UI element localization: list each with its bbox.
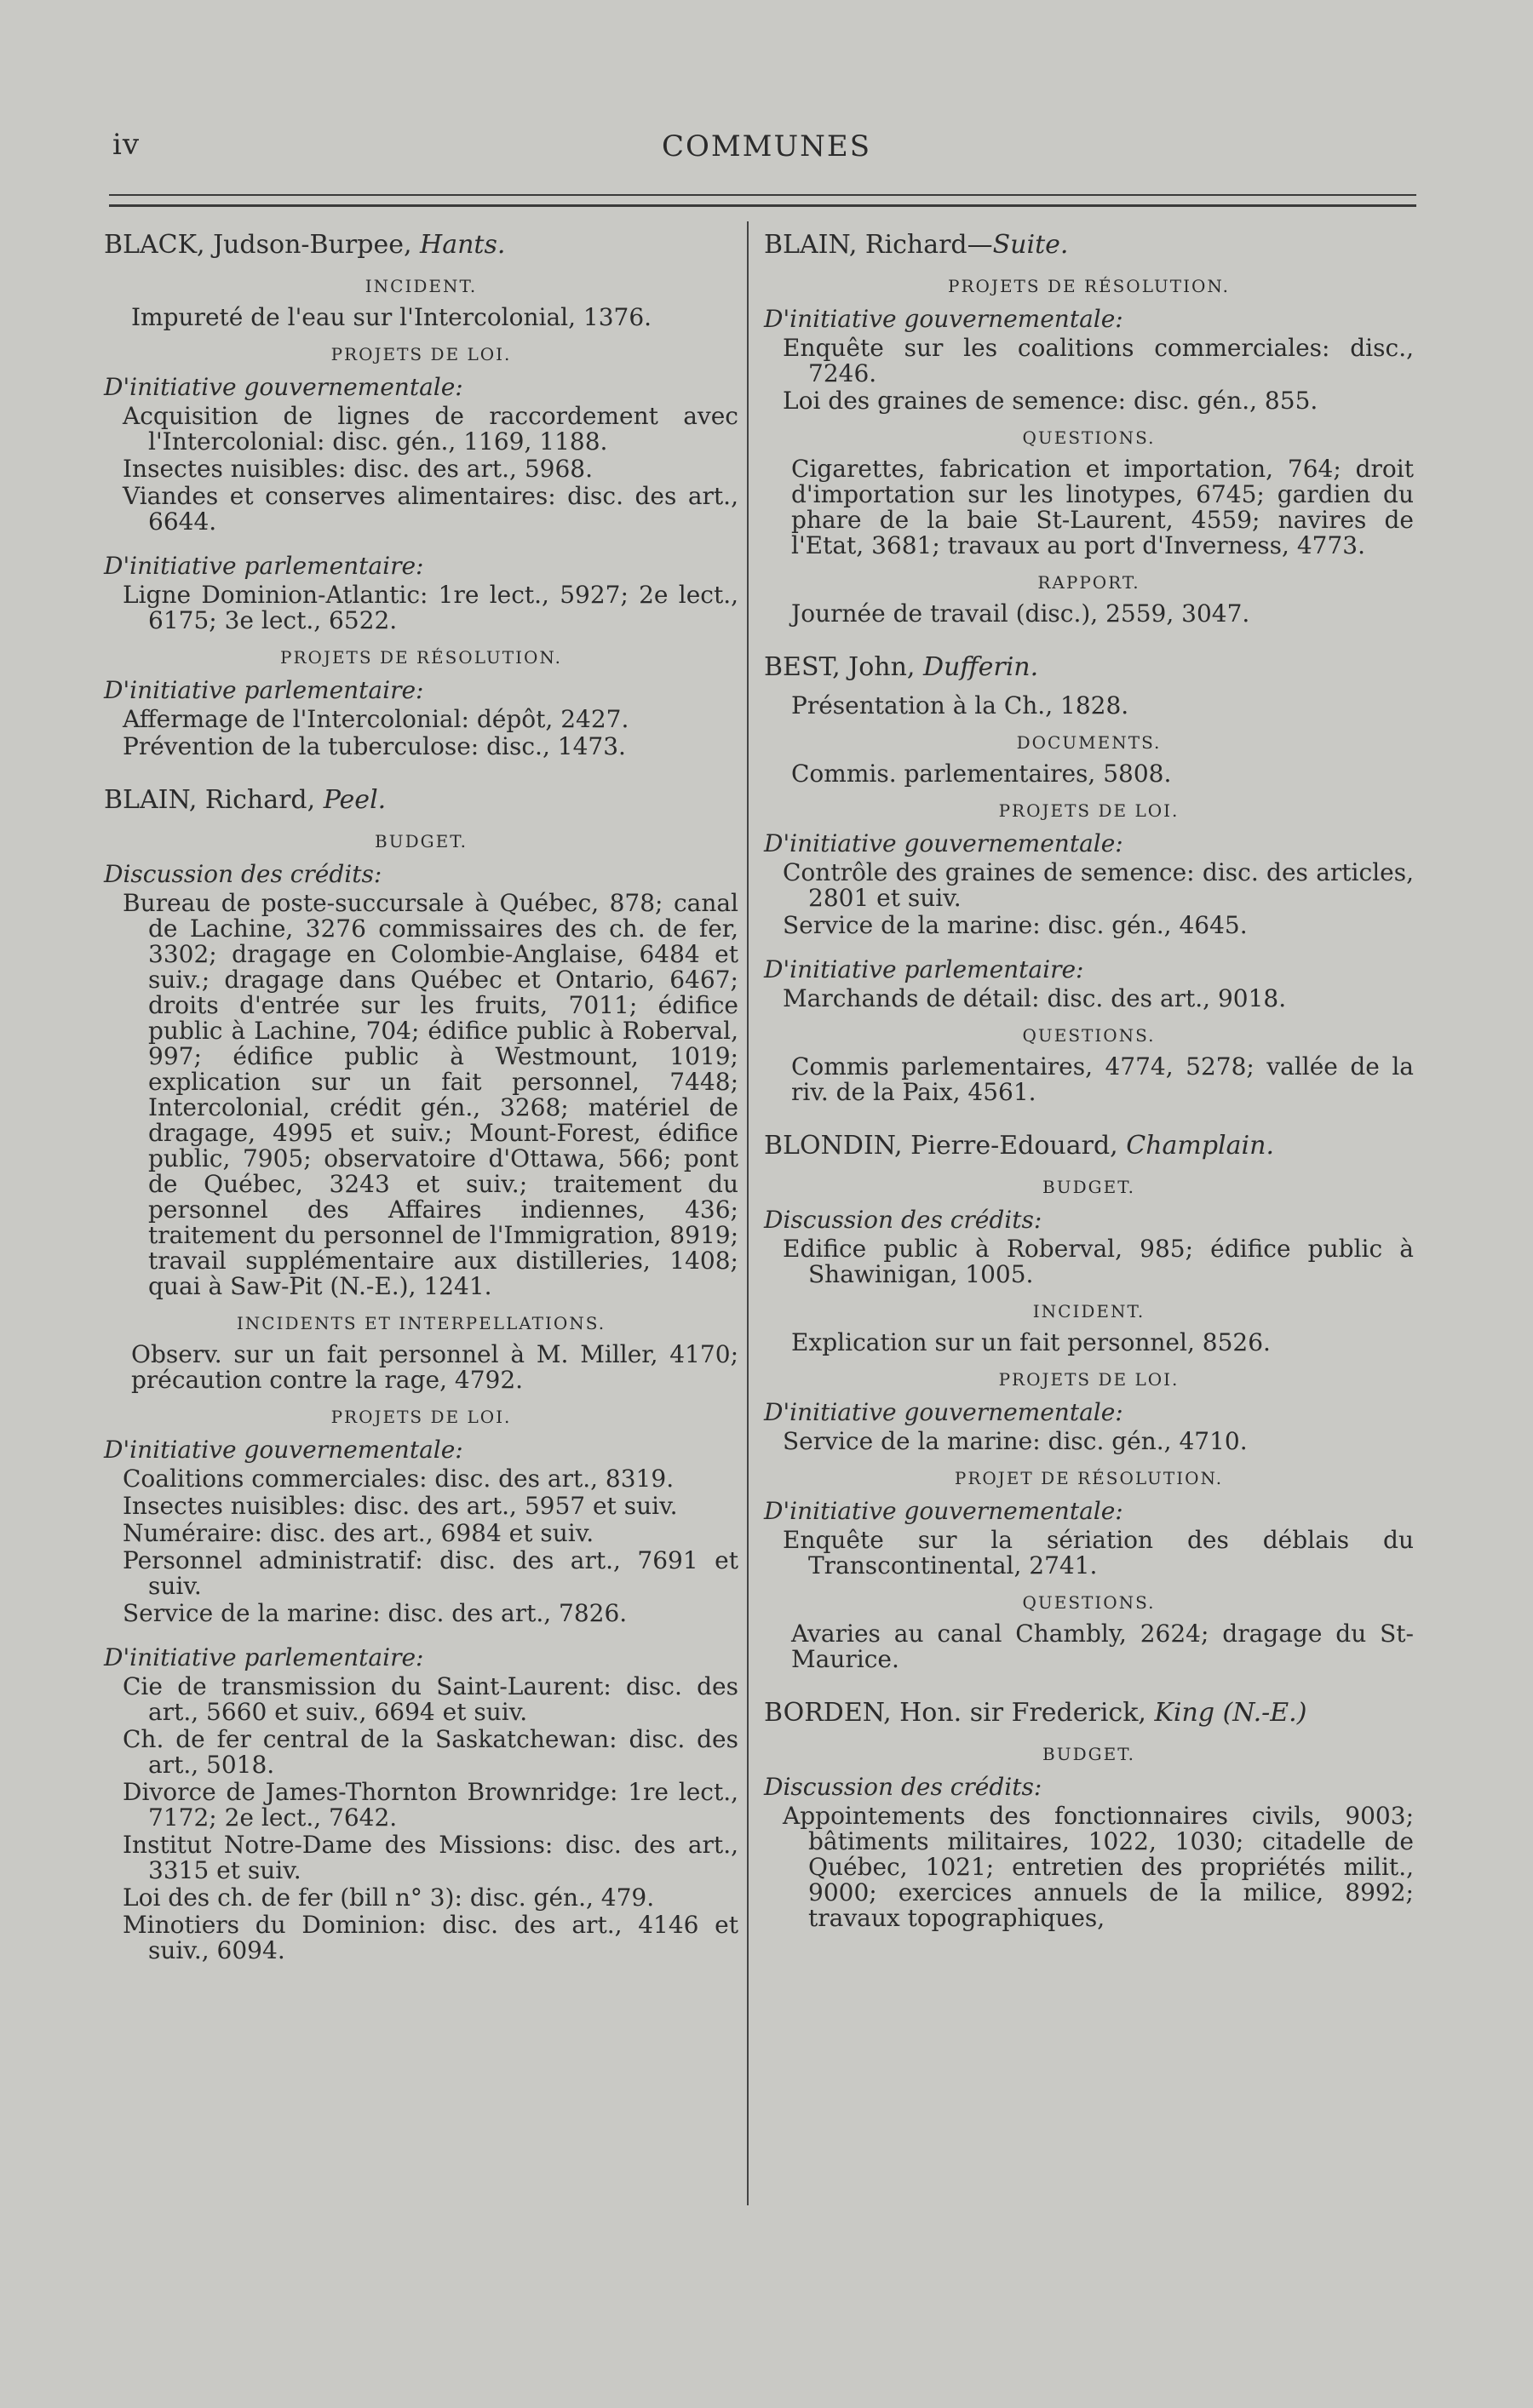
index-item: Loi des graines de semence: disc. gén., 855. — [783, 387, 1318, 415]
header-rule-bottom — [109, 204, 1416, 207]
section-heading: PROJETS DE LOI. — [998, 800, 1180, 821]
index-item: Appointements des fonctionnaires civils, 9003; bâtiments militaires, 1022, 1030; citadelle de Québec, 1021; entretien des propriétés milit., 9000; exercices annuels de la milice, 8992; travaux topographiques, — [783, 1802, 1414, 1932]
section-heading: BUDGET. — [1042, 1177, 1135, 1197]
entry-best — [764, 651, 1414, 1105]
index-item: Minotiers du Dominion: disc. des art., 4146 et suiv., 6094. — [123, 1911, 738, 1964]
section-heading: INCIDENT. — [1032, 1301, 1145, 1322]
subheading: Discussion des crédits: — [104, 860, 382, 888]
subheading: D'initiative gouvernementale: — [764, 305, 1123, 333]
section-heading: PROJETS DE LOI. — [330, 344, 512, 364]
subheading: D'initiative gouvernementale: — [764, 1497, 1123, 1525]
index-item: Ligne Dominion-Atlantic: 1re lect., 5927; 2e lect., 6175; 3e lect., 6522. — [123, 581, 738, 634]
index-item: Loi des ch. de fer (bill n° 3): disc. gén., 479. — [123, 1883, 655, 1912]
page-number: iv — [112, 128, 141, 162]
index-item: Insectes nuisibles: disc. des art., 5968. — [123, 455, 593, 483]
section-heading: PROJETS DE RÉSOLUTION. — [280, 647, 562, 668]
entry-blain — [104, 783, 738, 1964]
index-item: Contrôle des graines de semence: disc. des articles, 2801 et suiv. — [783, 858, 1414, 912]
entry-name: BLAIN, Richard—Suite. — [764, 230, 1069, 260]
index-item: Insectes nuisibles: disc. des art., 5957 et suiv. — [123, 1492, 678, 1520]
subheading: Discussion des crédits: — [764, 1773, 1042, 1801]
index-item: Acquisition de lignes de raccordement avec l'Intercolonial: disc. gén., 1169, 1188. — [123, 402, 738, 456]
section-heading: QUESTIONS. — [1022, 1592, 1156, 1613]
section-heading: PROJETS DE RÉSOLUTION. — [948, 276, 1230, 296]
index-item: Service de la marine: disc. gén., 4645. — [783, 911, 1248, 939]
index-item: Coalitions commerciales: disc. des art., 8319. — [123, 1465, 675, 1493]
subheading: D'initiative gouvernementale: — [764, 1398, 1123, 1426]
index-item: Cigarettes, fabrication et importation, 764; droit d'importation sur les linotypes, 6745; gardien du phare de la baie St-Laurent, 4559; navires de l'Etat, 3681; travaux au port d'Inverness, 4773. — [791, 455, 1414, 559]
index-item: Avaries au canal Chambly, 2624; dragage du St-Maurice. — [791, 1620, 1414, 1673]
index-item: Institut Notre-Dame des Missions: disc. des art., 3315 et suiv. — [123, 1831, 738, 1884]
entry-name: BLACK, Judson-Burpee, Hants. — [104, 230, 506, 260]
entry-name: BEST, John, Dufferin. — [764, 652, 1039, 682]
index-item: Enquête sur la sériation des déblais du Transcontinental, 2741. — [783, 1526, 1414, 1580]
subheading: D'initiative parlementaire: — [104, 552, 424, 580]
running-title: COMMUNES — [661, 129, 872, 163]
index-item: Edifice public à Roberval, 985; édifice public à Shawinigan, 1005. — [783, 1235, 1414, 1288]
subheading: D'initiative parlementaire: — [104, 1643, 424, 1671]
entry-blondin — [764, 1129, 1414, 1672]
section-heading: INCIDENT. — [365, 276, 478, 296]
right-column — [764, 228, 1414, 1931]
index-item: Commis. parlementaires, 5808. — [791, 760, 1172, 788]
index-item: Impureté de l'eau sur l'Intercolonial, 1376. — [131, 303, 652, 331]
subheading: D'initiative gouvernementale: — [104, 373, 463, 401]
index-item: Journée de travail (disc.), 2559, 3047. — [791, 599, 1250, 628]
entry-borden — [764, 1696, 1414, 1931]
subheading: D'initiative gouvernementale: — [764, 829, 1123, 857]
subheading: Discussion des crédits: — [764, 1206, 1042, 1234]
entry-name: BLAIN, Richard, Peel. — [104, 785, 387, 815]
section-heading: QUESTIONS. — [1022, 427, 1156, 448]
section-heading: BUDGET. — [375, 831, 468, 851]
index-item: Présentation à la Ch., 1828. — [791, 691, 1129, 720]
section-heading: PROJETS DE LOI. — [998, 1369, 1180, 1390]
entry-blain-suite — [764, 228, 1414, 627]
subheading: D'initiative gouvernementale: — [104, 1436, 463, 1464]
index-item: Ch. de fer central de la Saskatchewan: disc. des art., 5018. — [123, 1725, 738, 1779]
index-item: Numéraire: disc. des art., 6984 et suiv. — [123, 1519, 594, 1547]
index-item: Marchands de détail: disc. des art., 9018. — [783, 984, 1287, 1012]
index-item: Explication sur un fait personnel, 8526. — [791, 1328, 1271, 1356]
subheading: D'initiative parlementaire: — [104, 676, 424, 704]
section-heading: INCIDENTS ET INTERPELLATIONS. — [236, 1313, 606, 1333]
index-item: Affermage de l'Intercolonial: dépôt, 2427. — [123, 705, 629, 733]
entry-black — [104, 228, 738, 760]
index-item: Personnel administratif: disc. des art., 7691 et suiv. — [123, 1546, 738, 1600]
index-item: Bureau de poste-succursale à Québec, 878; canal de Lachine, 3276 commissaires des ch. de fer, 3302; dragage en Colombie-Anglaise, 6484 et suiv.; dragage dans Québec et Ontario, 6467; droits d'entrée sur les fruits, 7011; édifice public à Lachine, 704; édifice public à Roberval, 997; édifice public à Westmount, 1019; explication sur un fait personnel, 7448; Intercolonial, crédit gén., 3268; matériel de dragage, 4995 et suiv.; Mount-Forest, édifice public, 7905; observatoire d'Ottawa, 566; pont de Québec, 3243 et suiv.; traitement du personnel des Affaires indiennes, 436; traitement du personnel de l'Immigration, 8919; travail supplémentaire aux distilleries, 1408; quai à Saw-Pit (N.-E.), 1241. — [123, 889, 738, 1300]
index-item: Viandes et conserves alimentaires: disc. des art., 6644. — [123, 482, 738, 536]
section-heading: BUDGET. — [1042, 1744, 1135, 1764]
index-item: Divorce de James-Thornton Brownridge: 1re lect., 7172; 2e lect., 7642. — [123, 1778, 738, 1832]
section-heading: DOCUMENTS. — [1016, 732, 1162, 753]
index-item: Prévention de la tuberculose: disc., 1473. — [123, 732, 626, 760]
index-item: Observ. sur un fait personnel à M. Miller, 4170; précaution contre la rage, 4792. — [131, 1340, 738, 1394]
left-column — [104, 228, 738, 1964]
index-item: Commis parlementaires, 4774, 5278; vallée de la riv. de la Paix, 4561. — [791, 1052, 1414, 1106]
header-rule-top — [109, 194, 1416, 196]
entry-name: BORDEN, Hon. sir Frederick, King (N.-E.) — [764, 1698, 1307, 1728]
section-heading: PROJET DE RÉSOLUTION. — [954, 1468, 1224, 1488]
index-item: Service de la marine: disc. gén., 4710. — [783, 1427, 1248, 1455]
subheading: D'initiative parlementaire: — [764, 955, 1084, 983]
index-item: Cie de transmission du Saint-Laurent: disc. des art., 5660 et suiv., 6694 et suiv. — [123, 1672, 738, 1726]
section-heading: QUESTIONS. — [1022, 1025, 1156, 1046]
index-item: Enquête sur les coalitions commerciales: disc., 7246. — [783, 334, 1414, 387]
section-heading: RAPPORT. — [1037, 572, 1140, 593]
column-divider — [747, 221, 749, 2205]
index-item: Service de la marine: disc. des art., 7826. — [123, 1599, 628, 1627]
section-heading: PROJETS DE LOI. — [330, 1407, 512, 1427]
entry-name: BLONDIN, Pierre-Edouard, Champlain. — [764, 1131, 1274, 1161]
